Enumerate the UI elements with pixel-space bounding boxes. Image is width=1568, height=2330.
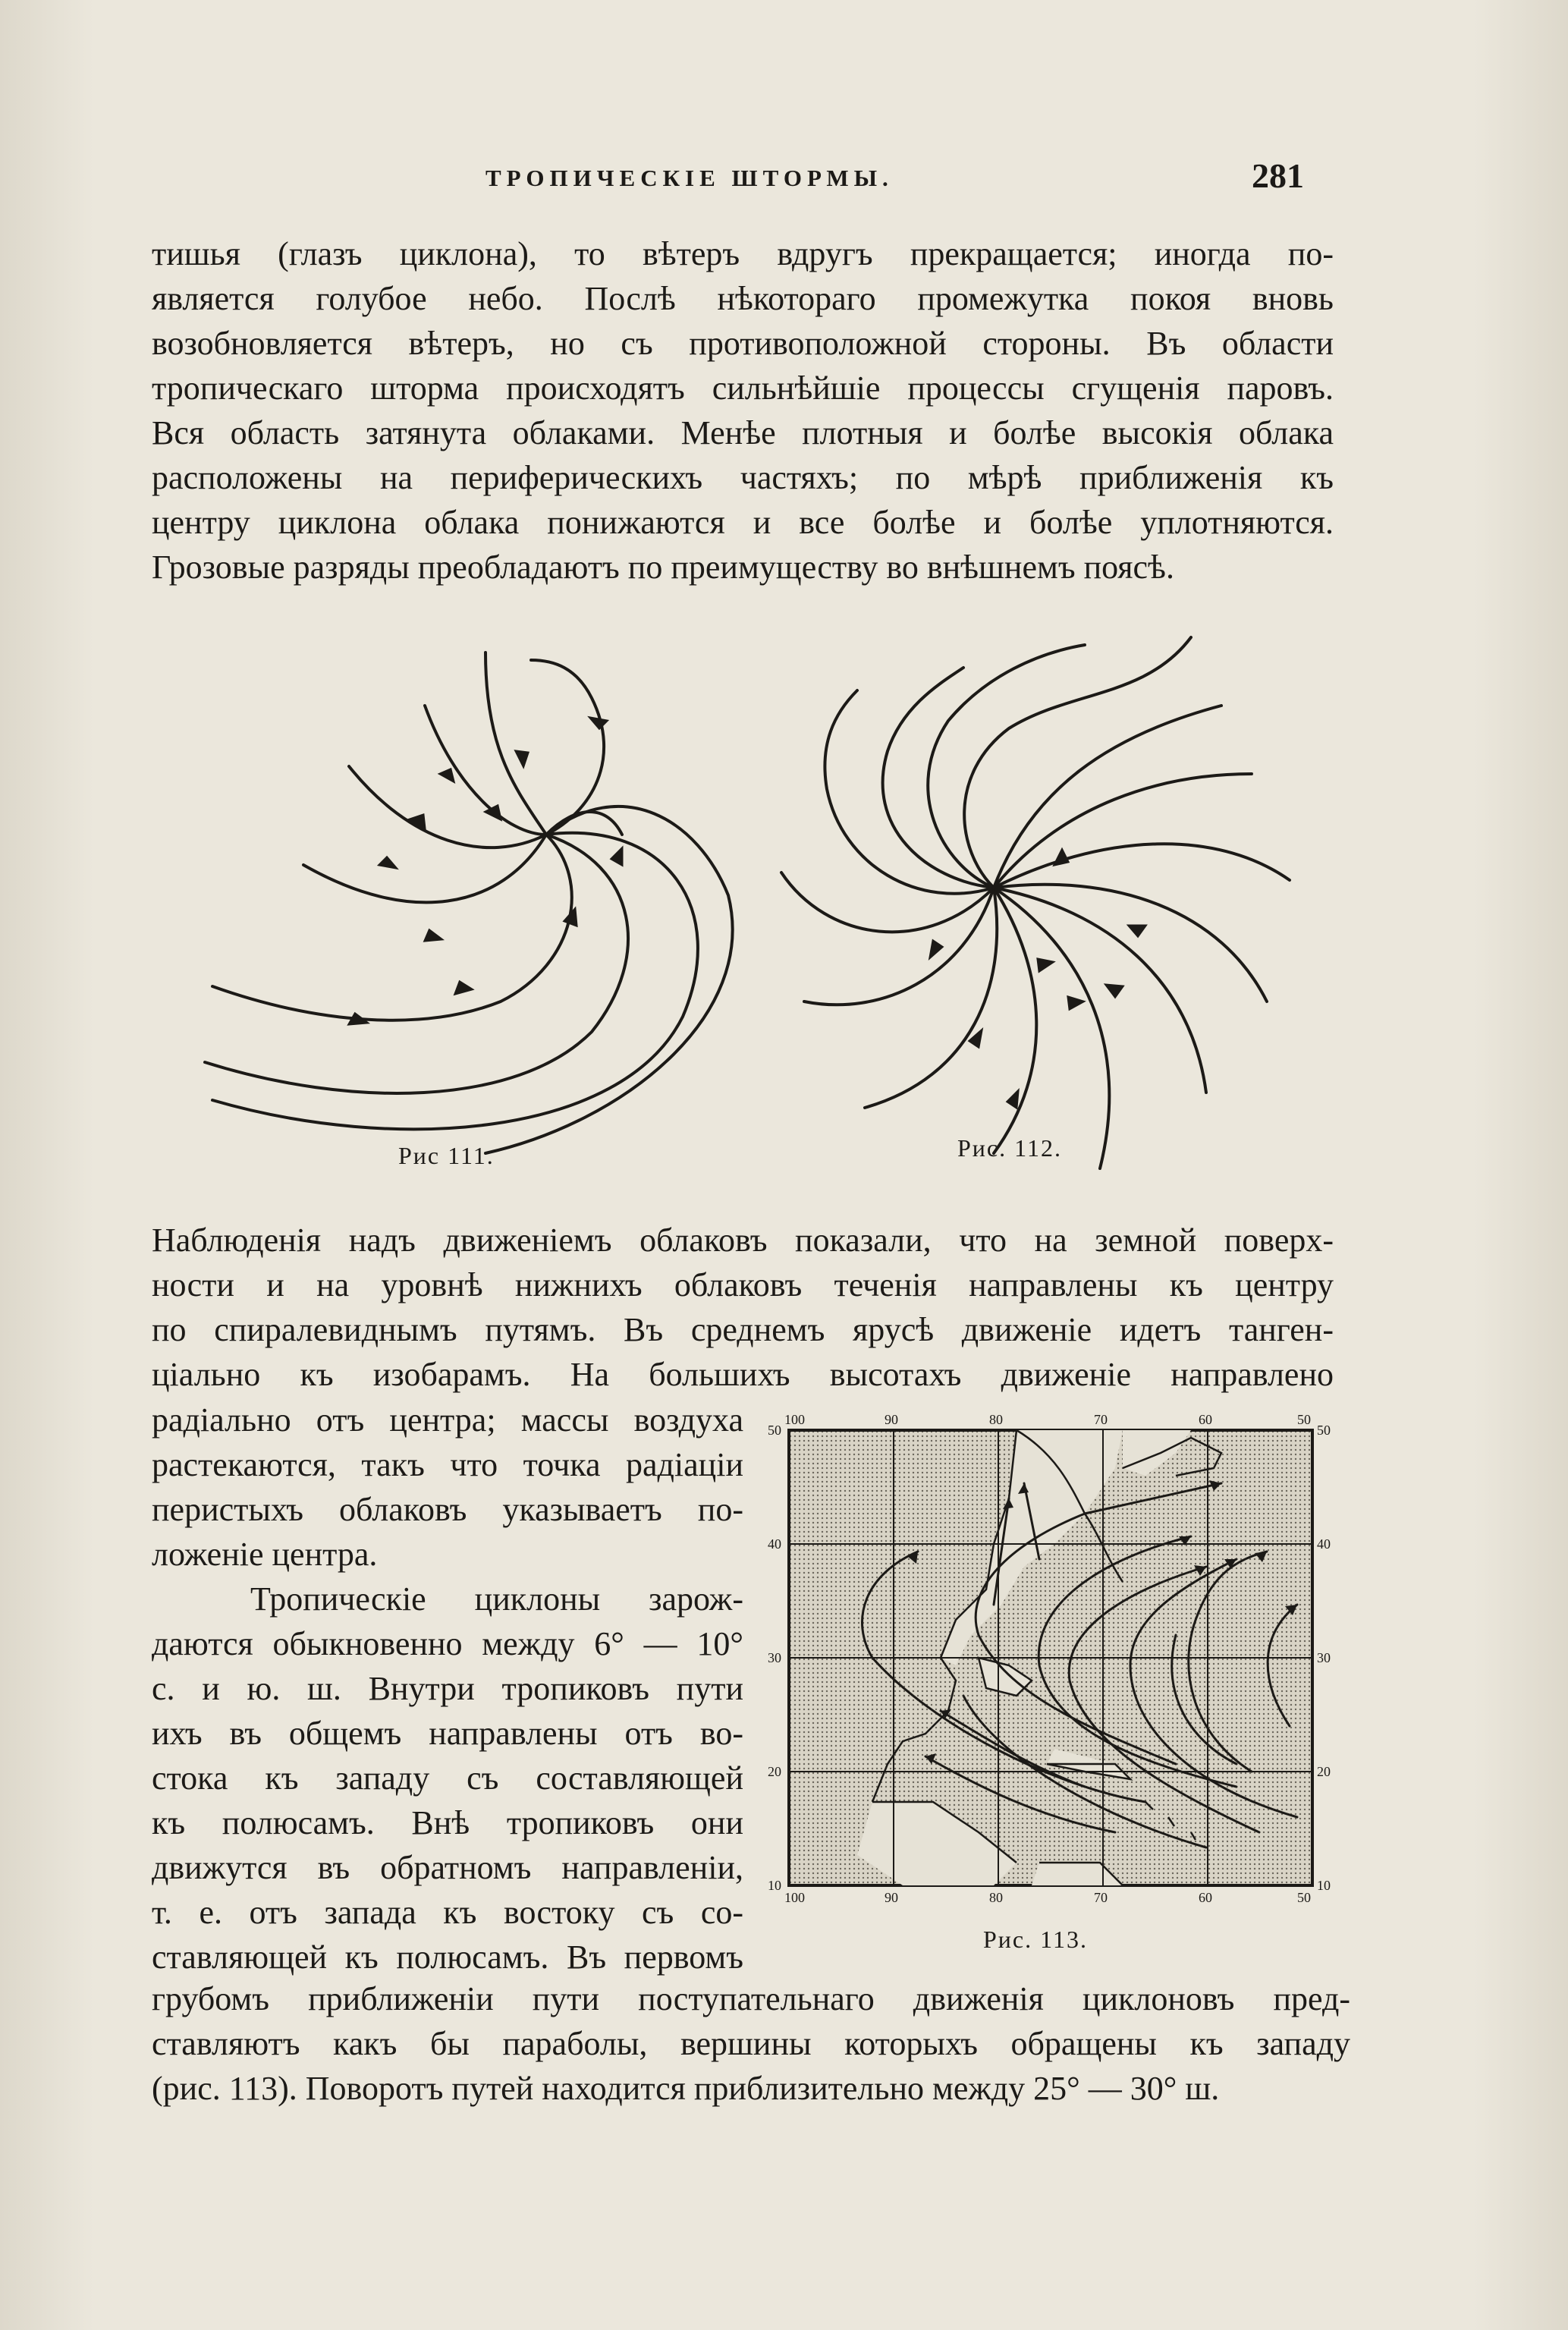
right-tick: 20 [1317, 1764, 1331, 1779]
text-line: центру циклона облака понижаются и все болѣе и болѣе уплотняются. [152, 504, 1334, 541]
left-tick: 20 [768, 1764, 781, 1779]
figure-111-caption: Рис 111. [398, 1142, 495, 1169]
paragraph-2 [152, 1218, 1334, 1397]
text-line: является голубое небо. Послѣ нѣкотораго промежутка покоя вновь [152, 280, 1334, 317]
text-line: Грозовые разряды преобладаютъ по преимуществу во внѣшнемъ поясѣ. [152, 549, 1174, 586]
text-line: тропическаго шторма происходятъ сильнѣйшіе процессы сгущенія паровъ. [152, 369, 1334, 407]
figure-113-cyclone-tracks-map [766, 1407, 1343, 1939]
text-line: движутся въ обратномъ направленіи, [152, 1849, 743, 1886]
text-line: возобновляется вѣтеръ, но съ противоположной стороны. Въ области [152, 325, 1334, 362]
text-line: по спиралевиднымъ путямъ. Въ среднемъ ярусѣ движеніе идетъ танген- [152, 1311, 1334, 1348]
text-line: ихъ въ общемъ направлены отъ во- [152, 1715, 743, 1752]
text-line: т. е. отъ запада къ востоку съ со- [152, 1894, 743, 1931]
text-line: перистыхъ облаковъ указываетъ по- [152, 1491, 743, 1528]
text-line: радіально отъ центра; массы воздуха [152, 1401, 743, 1439]
top-tick: 70 [1094, 1412, 1108, 1427]
bottom-tick: 50 [1297, 1890, 1311, 1905]
text-line: Наблюденія надъ движеніемъ облаковъ показали, что на земной поверх- [152, 1222, 1334, 1259]
left-tick: 40 [768, 1536, 781, 1552]
paragraph-1 [152, 231, 1334, 590]
text-line: Тропическіе циклоны зарож- [250, 1580, 743, 1618]
text-line: расположены на периферическихъ частяхъ; по мѣрѣ приближенія къ [152, 459, 1334, 496]
left-tick: 10 [768, 1878, 781, 1893]
running-head [0, 156, 1568, 201]
figure-111-drawing [197, 637, 774, 1184]
text-line: ставляютъ какъ бы параболы, вершины которыхъ обращены къ западу [152, 2025, 1350, 2062]
top-tick: 60 [1199, 1412, 1212, 1427]
top-tick: 90 [885, 1412, 898, 1427]
bottom-tick: 60 [1199, 1890, 1212, 1905]
paragraph-3 [152, 1398, 743, 1577]
text-line: (рис. 113). Поворотъ путей находится приблизительно между 25° — 30° ш. [152, 2070, 1220, 2107]
right-tick: 30 [1317, 1650, 1331, 1665]
text-line: растекаются, такъ что точка радіаціи [152, 1446, 743, 1483]
text-line: къ полюсамъ. Внѣ тропиковъ они [152, 1804, 743, 1841]
text-line: ложеніе центра. [152, 1536, 378, 1573]
text-line: ности и на уровнѣ нижнихъ облаковъ теченія направлены къ центру [152, 1266, 1334, 1303]
bottom-tick: 100 [784, 1890, 805, 1905]
top-tick: 100 [784, 1412, 805, 1427]
figure-113-caption: Рис. 113. [983, 1926, 1088, 1953]
figure-112-caption: Рис. 112. [957, 1134, 1062, 1162]
text-line: даются обыкновенно между 6° — 10° [152, 1625, 743, 1662]
text-line: ціально къ изобарамъ. На большихъ высотахъ движеніе направлено [152, 1356, 1334, 1393]
right-tick: 50 [1317, 1423, 1331, 1438]
left-tick: 50 [768, 1423, 781, 1438]
paragraph-5 [152, 1976, 1350, 2111]
figure-113-drawing [766, 1407, 1343, 1939]
figure-111-cyclone-spiral [197, 637, 774, 1184]
right-tick: 10 [1317, 1878, 1331, 1893]
top-tick: 80 [989, 1412, 1003, 1427]
figure-112-drawing [766, 622, 1312, 1184]
text-line: с. и ю. ш. Внутри тропиковъ пути [152, 1670, 743, 1707]
text-line: стока къ западу съ составляющей [152, 1759, 743, 1797]
text-line: Вся область затянута облаками. Менѣе плотныя и болѣе высокія облака [152, 414, 1334, 451]
right-tick: 40 [1317, 1536, 1331, 1552]
paragraph-4 [152, 1577, 743, 1979]
text-line: ставляющей къ полюсамъ. Въ первомъ [152, 1939, 743, 1976]
bottom-tick: 90 [885, 1890, 898, 1905]
text-line: грубомъ приближеніи пути поступательнаго движенія циклоновъ пред- [152, 1980, 1350, 2017]
page-number: 281 [1252, 156, 1304, 195]
top-tick: 50 [1297, 1412, 1311, 1427]
text-line: тишья (глазъ циклона), то вѣтеръ вдругъ прекращается; иногда по- [152, 235, 1334, 272]
running-title: ТРОПИЧЕСКІЕ ШТОРМЫ. [485, 165, 894, 191]
figure-112-anticyclone-spiral [766, 622, 1312, 1184]
bottom-tick: 70 [1094, 1890, 1108, 1905]
bottom-tick: 80 [989, 1890, 1003, 1905]
left-tick: 30 [768, 1650, 781, 1665]
